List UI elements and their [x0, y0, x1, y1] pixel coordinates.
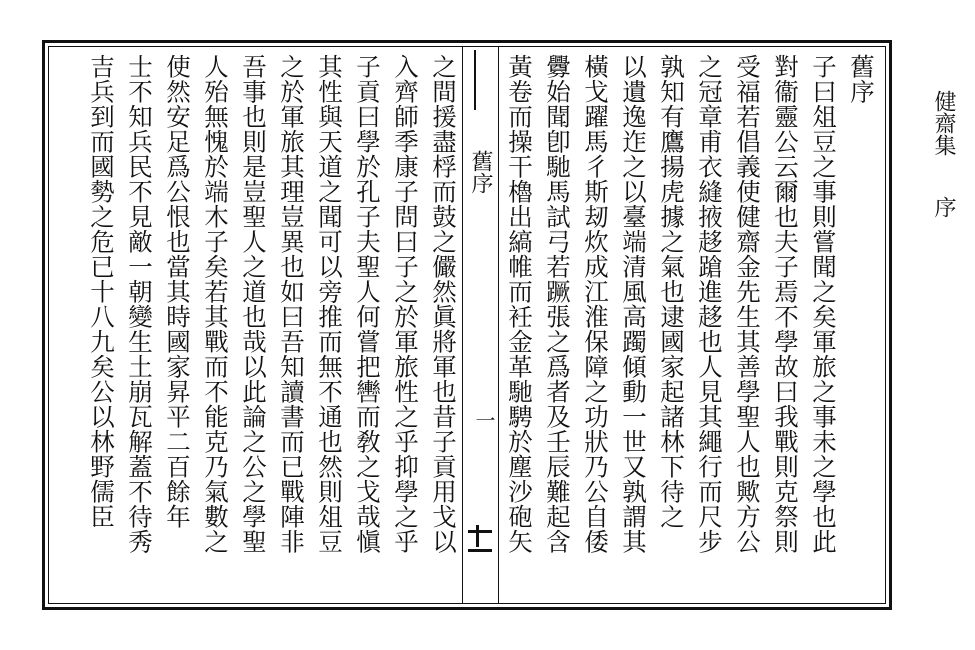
text-column: 之間援盡桴而鼓之儼然眞將軍也昔子貢用戈以: [429, 54, 458, 554]
margin-page-number: 一: [472, 410, 496, 430]
book-side-title: [900, 90, 960, 390]
text-column: 之於軍旅其理豈異也如曰吾知讀書而已戰陣非: [277, 54, 306, 554]
text-column: 以遺逸迮之以臺端清風高躅傾動一世又孰謂其: [619, 54, 648, 554]
book-section-label: 序: [931, 196, 956, 218]
text-column: 橫戈躍馬彳斯刼炊成江淮保障之功狀乃公自倭: [581, 54, 610, 554]
text-column: 受福若倡義使健齋金先生其善學聖人也歟方公: [733, 54, 762, 554]
fish-tail-mark: [468, 530, 492, 552]
margin-line: [474, 50, 476, 110]
text-column: 使然安足爲公恨也當其時國家昇平二百餘年: [163, 54, 192, 529]
text-column: 子貢曰學於孔子夫聖人何嘗把轡而敎之戈哉愼: [353, 54, 382, 554]
center-margin: [462, 50, 498, 600]
text-column: 之冠章甫衣縫掖趍蹌進趍也人見其繩行而尺步: [695, 54, 724, 554]
text-column: 子曰俎豆之事則嘗聞之矣軍旅之事未之學也此: [809, 54, 838, 554]
text-column: 對衞靈公云爾也夫子焉不學故曰我戰則克祭則: [771, 54, 800, 554]
margin-title: 舊序: [468, 150, 493, 194]
text-column: 舊序: [847, 54, 876, 104]
text-column: 吾事也則是豈聖人之道也哉以此論之公之學聖: [239, 54, 268, 554]
text-column: 士不知兵民不見敵一朝變生土崩瓦解蓋不待秀: [125, 54, 154, 554]
text-column: 其性與天道之聞可以旁推而無不通也然則俎豆: [315, 54, 344, 554]
column-rule: [498, 47, 499, 603]
text-column: 入齊師季康子問曰子之於軍旅性之乎抑學之乎: [391, 54, 420, 554]
text-column: 釁始聞卽馳馬試弓若蹶張之爲者及壬辰難起含: [543, 54, 572, 554]
text-column: 吉兵到而國勢之危已十八九矣公以林野儒臣: [87, 54, 116, 529]
column-rule: [462, 47, 463, 603]
text-column: 人殆無愧於端木子矣若其戰而不能克乃氣數之: [201, 54, 230, 554]
text-column: 孰知有鷹揚虎據之氣也逮國家起諸林下待之: [657, 54, 686, 529]
text-column: 黃卷而操干櫓出縞帷而衽金革馳騁於塵沙砲矢: [505, 54, 534, 554]
book-title: 健齋集: [931, 90, 956, 156]
